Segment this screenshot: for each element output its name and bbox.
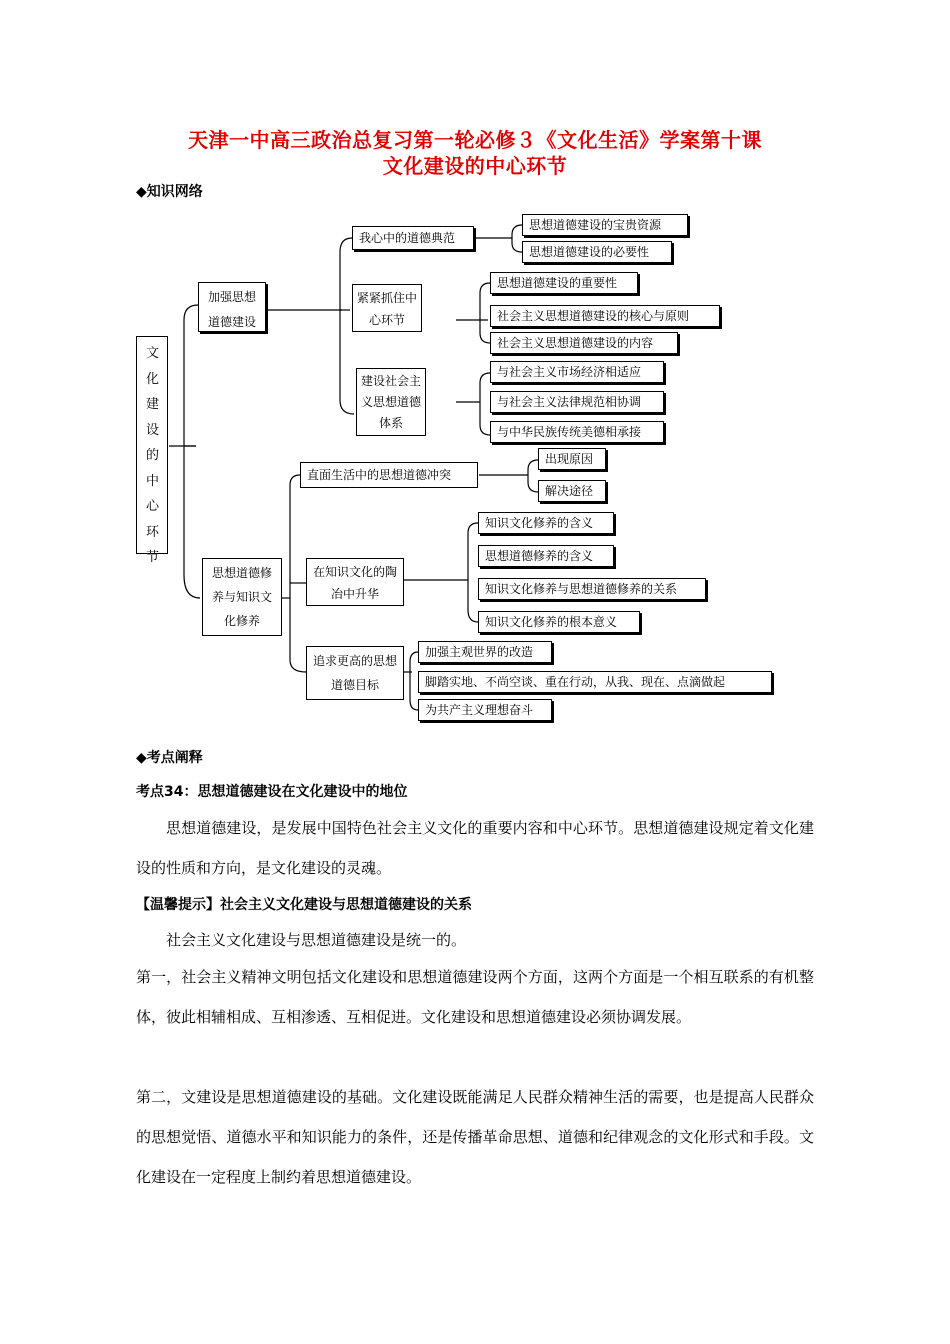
document-title: 天津一中高三政治总复习第一轮必修３《文化生活》学案第十课 bbox=[188, 128, 762, 152]
mindmap-branch-moral-construction: 加强思想道德建设 bbox=[198, 282, 266, 332]
mindmap-leaf: 与社会主义市场经济相适应 bbox=[490, 361, 664, 383]
mindmap-node-moral-system: 建设社会主义思想道德体系 bbox=[356, 368, 426, 436]
tip-second-point: 第二，文建设是思想道德建设的基础。文化建设既能满足人民群众精神生活的需要，也是提高人民群众的思想觉悟、道德水平和知识能力的条件，还是传播革命思想、道德和纪律观念的文化形式和手段。文化建设在一定程度上制约着思想道德建设。 bbox=[136, 1088, 814, 1186]
mindmap-node-sublimation: 在知识文化的陶冶中升华 bbox=[306, 558, 404, 606]
mindmap-leaf: 思想道德建设的必要性 bbox=[522, 241, 672, 263]
mindmap-leaf: 脚踏实地、不尚空谈、重在行动，从我、现在、点滴做起 bbox=[418, 671, 772, 693]
mindmap-leaf: 知识文化修养的根本意义 bbox=[478, 611, 640, 633]
tip-first-point: 第一，社会主义精神文明包括文化建设和思想道德建设两个方面，这两个方面是一个相互联系的有机整体，彼此相辅相成、互相渗透、互相促进。文化建设和思想道德建设必须协调发展。 bbox=[136, 968, 814, 1026]
mindmap-leaf: 与中华民族传统美德相承接 bbox=[490, 421, 664, 443]
point-34-body: 思想道德建设，是发展中国特色社会主义文化的重要内容和中心环节。思想道德建设规定着文化建设的性质和方向，是文化建设的灵魂。 bbox=[136, 819, 814, 877]
mindmap-leaf: 知识文化修养与思想道德修养的关系 bbox=[478, 578, 706, 600]
mindmap-leaf: 为共产主义理想奋斗 bbox=[418, 699, 552, 721]
tip-intro: 社会主义文化建设与思想道德建设是统一的。 bbox=[166, 931, 467, 949]
mindmap-leaf: 出现原因 bbox=[538, 448, 606, 470]
mindmap-root: 文化建设的中心环节 bbox=[136, 336, 168, 554]
mindmap-node-central-link: 紧紧抓住中心环节 bbox=[352, 284, 422, 332]
mindmap-leaf: 社会主义思想道德建设的内容 bbox=[490, 332, 678, 354]
mindmap-leaf: 加强主观世界的改造 bbox=[418, 641, 552, 663]
mindmap-node-moral-model: 我心中的道德典范 bbox=[352, 226, 474, 250]
mindmap-node-higher-goal: 追求更高的思想道德目标 bbox=[306, 646, 404, 700]
point-34-title: 考点34：思想道德建设在文化建设中的地位 bbox=[136, 784, 408, 800]
mindmap-leaf: 知识文化修养的含义 bbox=[478, 512, 614, 534]
mindmap-node-moral-conflict: 直面生活中的思想道德冲突 bbox=[300, 462, 478, 488]
mindmap-leaf: 思想道德修养的含义 bbox=[478, 545, 614, 567]
mindmap-leaf: 与社会主义法律规范相协调 bbox=[490, 391, 664, 413]
document-subtitle: 文化建设的中心环节 bbox=[382, 154, 568, 178]
section-exam-points: ◆考点阐释 bbox=[136, 750, 203, 766]
mindmap-leaf: 社会主义思想道德建设的核心与原则 bbox=[490, 305, 720, 327]
mindmap-leaf: 解决途径 bbox=[538, 480, 606, 502]
mindmap-leaf: 思想道德建设的重要性 bbox=[490, 272, 638, 294]
mindmap-branch-cultivation: 思想道德修养与知识文化修养 bbox=[202, 558, 282, 636]
tip-title: 【温馨提示】社会主义文化建设与思想道德建设的关系 bbox=[136, 897, 472, 913]
mindmap-leaf: 思想道德建设的宝贵资源 bbox=[522, 214, 688, 236]
section-knowledge-network: ◆知识网络 bbox=[136, 184, 203, 200]
